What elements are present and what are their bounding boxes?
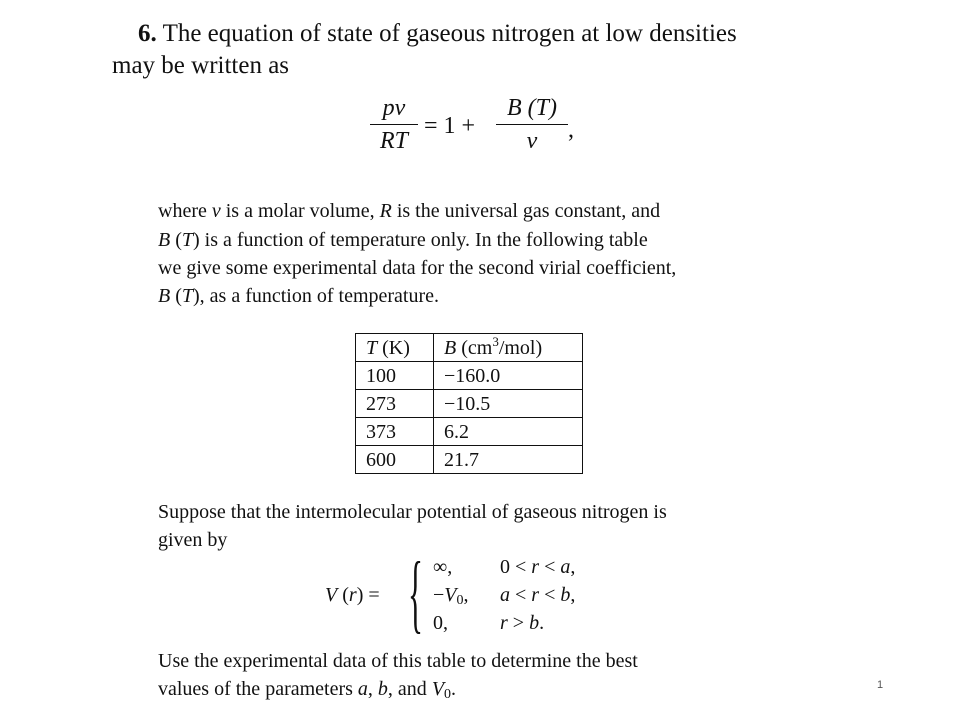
page-number: 1	[877, 679, 884, 691]
case3-condition	[500, 610, 544, 636]
p1-var-R: R	[379, 200, 392, 222]
potential-var-r: r	[348, 584, 357, 606]
eos-trailing-comma: ,	[568, 117, 574, 143]
table-row	[356, 390, 583, 418]
problem-text-line2: may be written as	[112, 52, 290, 79]
case1-value: ∞,	[433, 556, 453, 578]
p1-var-v: v	[211, 200, 221, 222]
paragraph1-line1	[158, 197, 660, 225]
case-text: <	[510, 584, 532, 606]
cell-virial: −160.0	[434, 362, 583, 390]
case-var-b: b	[560, 584, 571, 606]
eos-lhs-numerator: pv	[382, 95, 406, 121]
p1-text: where	[158, 200, 212, 222]
virial-coefficient-table	[355, 333, 583, 474]
p3-text: .	[451, 678, 457, 700]
case-var-a: a	[560, 556, 571, 578]
case2-condition	[500, 582, 575, 608]
case-text: .	[539, 612, 545, 634]
paragraph3-line1: Use the experimental data of this table to determine the best	[158, 650, 638, 672]
p1-text: is the universal gas constant, and	[391, 200, 661, 222]
p1-var-B: B	[158, 229, 171, 251]
header-virial	[434, 334, 583, 362]
p1-var-T: T	[181, 285, 194, 307]
potential-text: (	[337, 584, 349, 606]
p1-var-T: T	[181, 229, 194, 251]
p1-text: is a molar volume,	[220, 200, 380, 222]
problem-text-line1: The equation of state of gaseous nitrogen at low densities	[162, 20, 737, 47]
potential-lhs	[325, 581, 380, 609]
table-row	[356, 418, 583, 446]
case-var-r: r	[531, 556, 540, 578]
cell-temperature: 373	[356, 418, 434, 446]
p3-var-V: V	[431, 678, 445, 700]
eos-rhs-denominator: v	[526, 128, 538, 154]
piecewise-brace: {	[408, 544, 423, 643]
case-text: >	[507, 612, 530, 634]
cell-virial: −10.5	[434, 390, 583, 418]
table-header-row	[356, 334, 583, 362]
p1-text: (	[170, 229, 182, 251]
case-text: <	[539, 556, 561, 578]
case-var-r: r	[500, 612, 508, 634]
eos-lhs-bar	[370, 124, 418, 125]
paragraph1-line3: we give some experimental data for the second virial coefficient,	[158, 257, 677, 279]
p1-text: ) is a function of temperature only. In the following table	[193, 229, 648, 251]
p1-var-B: B	[158, 285, 171, 307]
case-text: ,	[463, 584, 469, 606]
paragraph1-line2	[158, 226, 648, 254]
problem-number: 6.	[138, 20, 157, 47]
case2-value	[433, 582, 469, 608]
header-T-unit: (K)	[377, 336, 410, 359]
cell-temperature: 600	[356, 446, 434, 474]
p3-text: , and	[387, 678, 432, 700]
eos-rhs-numerator	[496, 94, 568, 122]
p3-var-b: b	[377, 678, 388, 700]
p3-text: ,	[367, 678, 378, 700]
case-text: ,	[570, 584, 576, 606]
cell-temperature: 273	[356, 390, 434, 418]
p1-text: ), as a function of temperature.	[193, 285, 440, 307]
p1-text: (	[170, 285, 182, 307]
header-B-symbol: B	[444, 336, 457, 359]
table-row	[356, 362, 583, 390]
case-text: <	[539, 584, 561, 606]
p3-subscript: 0	[444, 687, 452, 702]
p3-text: values of the parameters	[158, 678, 358, 700]
header-B-unit-tail: /mol)	[498, 336, 543, 359]
eos-rhs-fraction	[496, 94, 568, 155]
eos-rhs-numerator-text: B (T)	[507, 95, 557, 121]
paragraph2-line1: Suppose that the intermolecular potential of gaseous nitrogen is	[158, 501, 667, 523]
problem-heading-line1	[138, 19, 737, 49]
p3-var-a: a	[357, 678, 368, 700]
paragraph1-line4	[158, 282, 439, 310]
header-T-symbol: T	[366, 336, 378, 359]
eos-lhs-fraction	[370, 94, 418, 155]
table-row	[356, 446, 583, 474]
header-B-exponent: 3	[492, 333, 499, 349]
case-text: −	[433, 584, 445, 606]
paragraph2-line2: given by	[158, 529, 228, 551]
case-var-b: b	[529, 612, 540, 634]
case-var-V: V	[444, 584, 457, 606]
potential-text: ) =	[356, 584, 380, 606]
cell-virial: 6.2	[434, 418, 583, 446]
cell-temperature: 100	[356, 362, 434, 390]
case1-condition	[500, 554, 575, 580]
eos-lhs-denominator: RT	[379, 128, 408, 154]
header-temperature	[356, 334, 434, 362]
case-subscript: 0	[456, 593, 464, 608]
cell-virial: 21.7	[434, 446, 583, 474]
case-var-a: a	[500, 584, 510, 606]
eos-equals-one-plus: = 1 +	[424, 113, 476, 139]
case-text: 0 <	[500, 556, 532, 578]
paragraph3-line2	[158, 675, 456, 703]
header-B-unit: (cm	[456, 336, 493, 359]
case-text: ,	[570, 556, 576, 578]
case3-value: 0,	[433, 612, 448, 634]
case-var-r: r	[531, 584, 540, 606]
potential-var-V: V	[325, 584, 338, 606]
eos-rhs-bar	[496, 124, 568, 125]
